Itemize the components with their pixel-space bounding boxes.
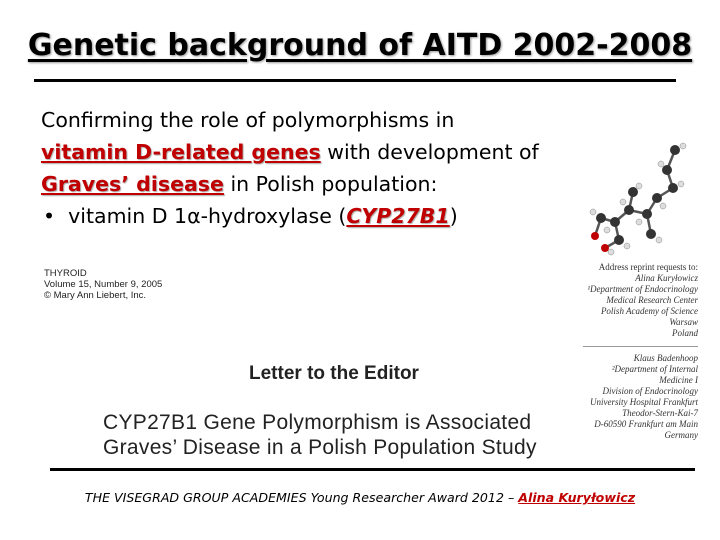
bullet-gene: CYP27B1 [346,204,450,228]
address-line: Klaus Badenhoop [633,353,698,363]
address-divider [583,346,698,347]
highlight-disease: Graves’ disease [41,172,224,196]
address-line: Division of Endocrinology [602,386,698,396]
address-line: ¹Department of Endocrinology [587,284,698,294]
journal-name: THYROID [44,268,87,279]
journal-copyright: © Mary Ann Liebert, Inc. [44,290,147,301]
journal-header [44,268,162,301]
bullet-icon: • [43,204,56,228]
journal-volume: Volume 15, Number 9, 2005 [44,279,163,290]
article-title-line-2: Graves’ Disease in a Polish Population Study [103,436,537,459]
bullet-text-2: ) [449,204,458,228]
footer [0,490,720,505]
intro-text-2: with development of [320,140,539,164]
address-line: ²Department of Internal Medicine I [611,364,698,385]
address-line: Polish Academy of Science [600,306,698,316]
address-line: University Hospital Frankfurt [590,397,698,407]
slide-title: Genetic background of AITD 2002-2008 [27,28,693,63]
intro-line-3 [41,168,581,200]
address-line: Alina Kuryłowicz [635,273,698,283]
article-title-line-1: CYP27B1 Gene Polymorphism is Associated [103,411,532,434]
article-section: Letter to the Editor [249,363,419,384]
address-line: Warsaw [669,317,698,327]
intro-line-2 [41,136,581,168]
footer-divider [50,468,695,471]
highlight-genes: vitamin D-related genes [41,140,321,164]
intro-line-1: Confirming the role of polymorphisms in [41,108,455,132]
footer-author: Alina Kuryłowicz [518,490,636,505]
intro-text-3: in Polish population: [223,172,438,196]
footer-text: THE VISEGRAD GROUP ACADEMIES Young Researcher Award 2012 – [84,490,519,505]
bullet-item [41,200,581,232]
address-line: Medical Research Center [606,295,698,305]
address-line: Theodor-Stern-Kai-7 [622,408,698,418]
address-line: Poland [672,328,698,338]
slide-body [41,104,581,232]
title-divider [34,79,676,82]
molecule-model-icon [585,140,700,260]
reprint-address [580,262,698,441]
address-line: D-60590 Frankfurt am Main [594,419,698,429]
reprint-header: Address reprint requests to: [598,262,698,272]
article-title [103,410,583,460]
bullet-text-1: vitamin D 1α-hydroxylase ( [68,204,347,228]
address-line: Germany [664,430,698,440]
